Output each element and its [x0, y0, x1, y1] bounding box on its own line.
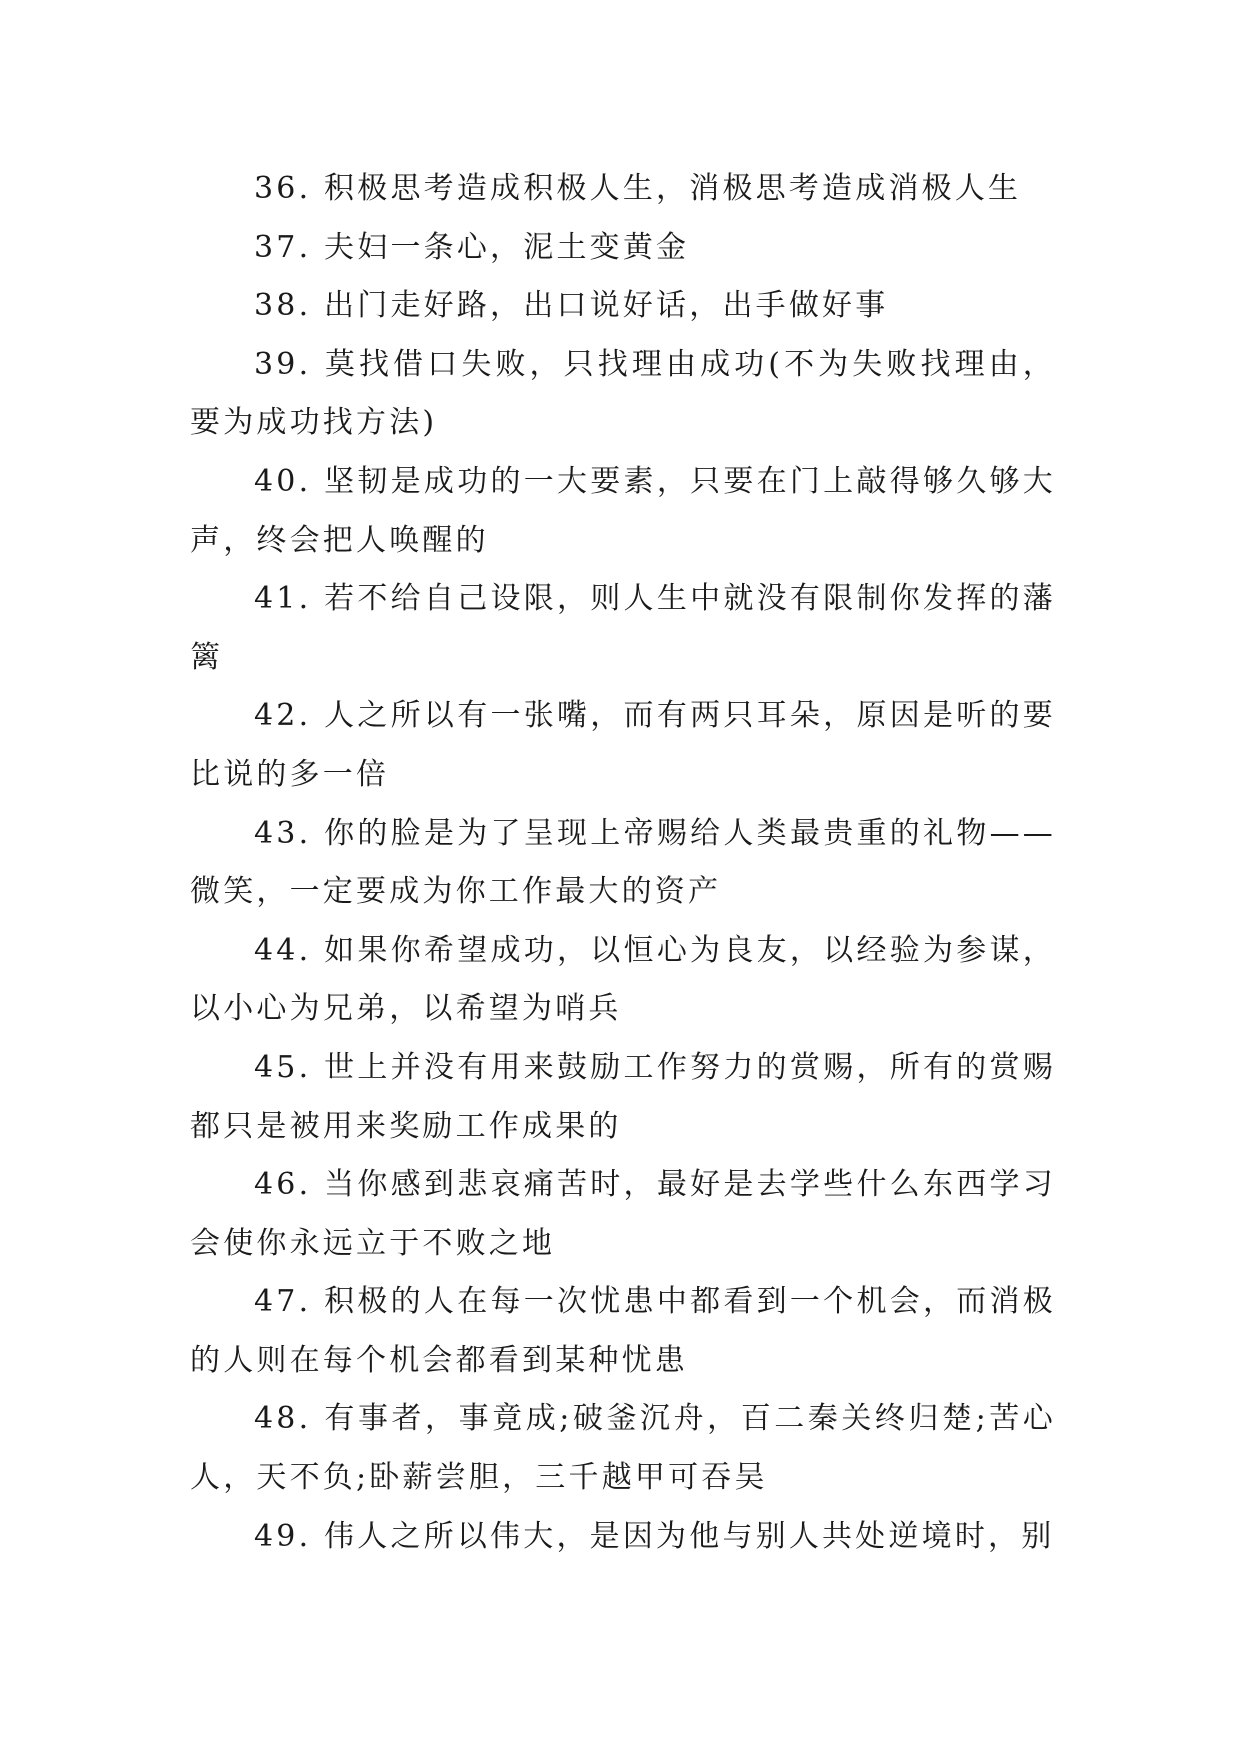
paragraph-40: 40. 坚韧是成功的一大要素，只要在门上敲得够久够大声，终会把人唤醒的	[190, 463, 1056, 558]
paragraph-47: 47. 积极的人在每一次忧患中都看到一个机会，而消极的人则在每个机会都看到某种忧患	[190, 1284, 1056, 1378]
paragraph-41: 41. 若不给自己设限，则人生中就没有限制你发挥的藩篱	[190, 581, 1056, 675]
paragraph-37: 37. 夫妇一条心，泥土变黄金	[254, 229, 690, 265]
paragraph-38: 38. 出门走好路，出口说好话，出手做好事	[254, 288, 889, 324]
paragraph-44: 44. 如果你希望成功，以恒心为良友，以经验为参谋，以小心为兄弟，以希望为哨兵	[190, 932, 1056, 1027]
paragraph-43: 43. 你的脸是为了呈现上帝赐给人类最贵重的礼物——微笑，一定要成为你工作最大的资产	[190, 815, 1056, 910]
paragraph-48: 48. 有事者，事竟成;破釜沉舟，百二秦关终归楚;苦心人，天不负;卧薪尝胆，三千越甲可吞吴	[190, 1401, 1056, 1496]
paragraph-45: 45. 世上并没有用来鼓励工作努力的赏赐，所有的赏赐都只是被用来奖励工作成果的	[190, 1049, 1056, 1144]
document-body	[190, 160, 1056, 1566]
paragraph-46: 46. 当你感到悲哀痛苦时，最好是去学些什么东西学习会使你永远立于不败之地	[190, 1167, 1056, 1261]
paragraph-42: 42. 人之所以有一张嘴，而有两只耳朵，原因是听的要比说的多一倍	[190, 698, 1056, 792]
paragraph-39: 39. 莫找借口失败，只找理由成功(不为失败找理由，要为成功找方法)	[190, 346, 1056, 441]
paragraph-36: 36. 积极思考造成积极人生，消极思考造成消极人生	[254, 171, 1022, 206]
paragraph-49: 49. 伟人之所以伟大，是因为他与别人共处逆境时，别	[254, 1518, 1055, 1554]
